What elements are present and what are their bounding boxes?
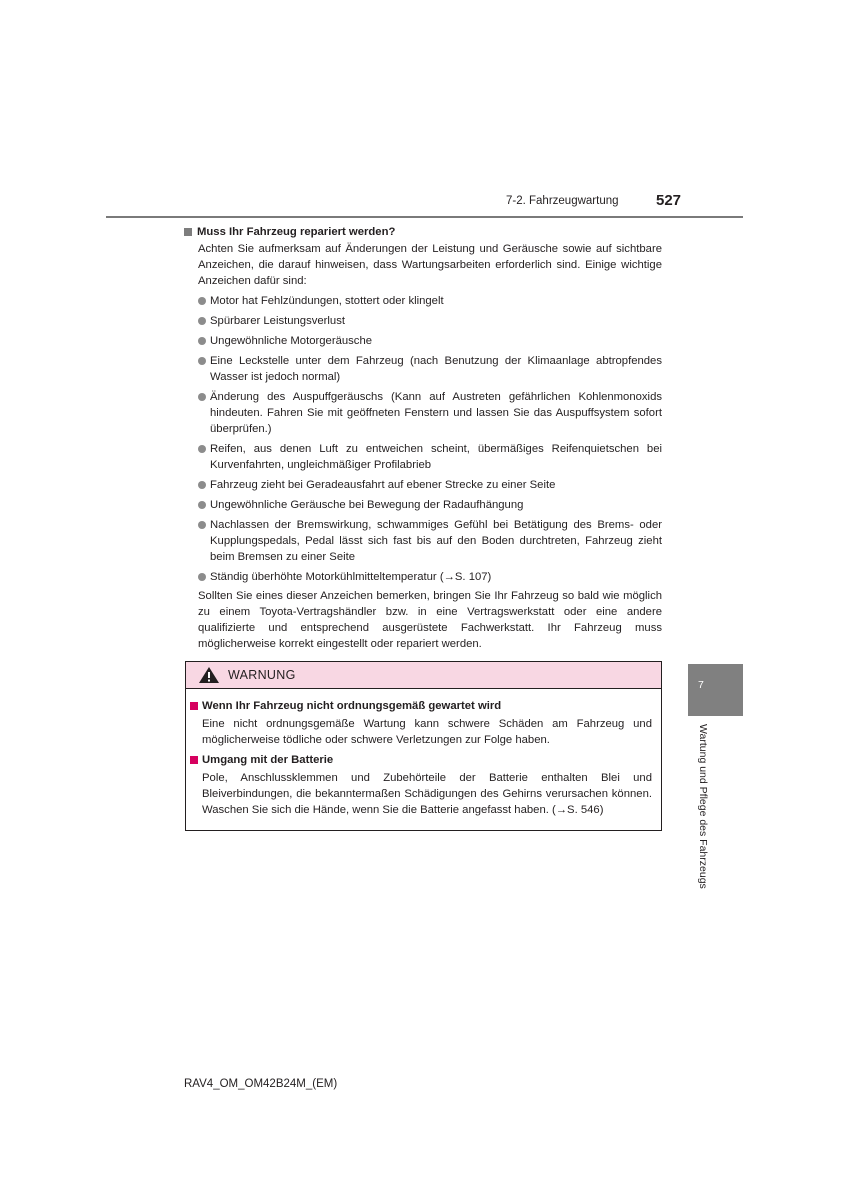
list-item: Spürbarer Leistungsverlust (198, 313, 662, 329)
intro-paragraph: Achten Sie aufmerksam auf Änderungen der Leistung und Geräusche sowie auf sichtbare Anzeichen, die darauf hinweisen, dass Wartungsarbeiten erforderlich sind. Einige wichtige Anzeichen dafür sind: (198, 243, 662, 287)
symptom-list (198, 293, 662, 585)
header-section-title: 7-2. Fahrzeugwartung (506, 195, 619, 207)
warning-body (186, 689, 661, 818)
list-item: Eine Leckstelle unter dem Fahrzeug (nach Benutzung der Klimaanlage abtropfendes Wasser ist jedoch normal) (198, 353, 662, 385)
circle-bullet-icon (198, 317, 206, 325)
warning-item-text: Eine nicht ordnungsgemäße Wartung kann schwere Schäden am Fahrzeug und möglicherweise tödliche oder schwere Verletzungen zur Folge haben. (202, 718, 652, 746)
list-item: Ungewöhnliche Geräusche bei Bewegung der Radaufhängung (198, 497, 662, 513)
list-item: Motor hat Fehlzündungen, stottert oder klingelt (198, 293, 662, 309)
warning-item-text: Pole, Anschlussklemmen und Zubehörteile der Batterie enthalten Blei und Bleiverbindungen, die bekanntermaßen Schädigungen des Gehirns verursachen können. Waschen Sie sich die Hände, wenn Sie die Batterie angefasst haben. (→S. 546) (202, 772, 652, 816)
circle-bullet-icon (198, 481, 206, 489)
circle-bullet-icon (198, 521, 206, 529)
circle-bullet-icon (198, 393, 206, 401)
section-heading (184, 224, 662, 240)
circle-bullet-icon (198, 297, 206, 305)
circle-bullet-icon (198, 445, 206, 453)
chapter-number: 7 (698, 679, 704, 691)
circle-bullet-icon (198, 357, 206, 365)
square-bullet-icon (184, 228, 192, 236)
pink-square-icon (190, 756, 198, 764)
circle-bullet-icon (198, 501, 206, 509)
warning-header (186, 662, 661, 689)
circle-bullet-icon (198, 337, 206, 345)
list-item: Fahrzeug zieht bei Geradeausfahrt auf ebener Strecke zu einer Seite (198, 477, 662, 493)
warning-title: WARNUNG (228, 668, 296, 682)
closing-paragraph: Sollten Sie eines dieser Anzeichen bemerken, bringen Sie Ihr Fahrzeug so bald wie möglich zu einem Toyota-Vertragshändler bzw. in eine Vertragswerkstatt oder eine andere qualifizierte und entsprechend ausgerüstete Fachwerkstatt. Ihr Fahrzeug muss möglicherweise korrekt eingestellt oder repariert werden. (198, 590, 662, 650)
list-item: Nachlassen der Bremswirkung, schwammiges Gefühl bei Betätigung des Brems- oder Kupplungspedals, Pedal lässt sich fast bis auf den Boden durchtreten, Fahrzeug zieht beim Bremsen zu einer Seite (198, 517, 662, 565)
section-body (184, 241, 662, 652)
header-divider (106, 216, 743, 218)
list-item: Reifen, aus denen Luft zu entweichen scheint, übermäßiges Reifenquietschen bei Kurvenfahrten, ungleichmäßiger Profilabrieb (198, 441, 662, 473)
main-content (184, 224, 662, 652)
circle-bullet-icon (198, 573, 206, 581)
list-item: Ungewöhnliche Motorgeräusche (198, 333, 662, 349)
warning-triangle-icon (198, 666, 220, 684)
warning-item-heading: Wenn Ihr Fahrzeug nicht ordnungsgemäß gewartet wird (190, 698, 652, 714)
chapter-tab (688, 664, 743, 716)
list-item: Ständig überhöhte Motorkühlmitteltemperatur (→S. 107) (198, 569, 662, 585)
footer-code: RAV4_OM_OM42B24M_(EM) (184, 1078, 338, 1090)
chapter-label: Wartung und Pflege des Fahrzeugs (697, 724, 709, 889)
pink-square-icon (190, 702, 198, 710)
page-number: 527 (656, 192, 682, 209)
warning-item-heading: Umgang mit der Batterie (190, 752, 652, 768)
warning-box (185, 661, 662, 831)
section-title: Muss Ihr Fahrzeug repariert werden? (197, 226, 396, 238)
list-item: Änderung des Auspuffgeräuschs (Kann auf Austreten gefährlichen Kohlenmonoxids hindeuten. Fahren Sie mit geöffneten Fenstern und lassen Sie das Auspuffsystem sofort überprüfen.) (198, 389, 662, 437)
